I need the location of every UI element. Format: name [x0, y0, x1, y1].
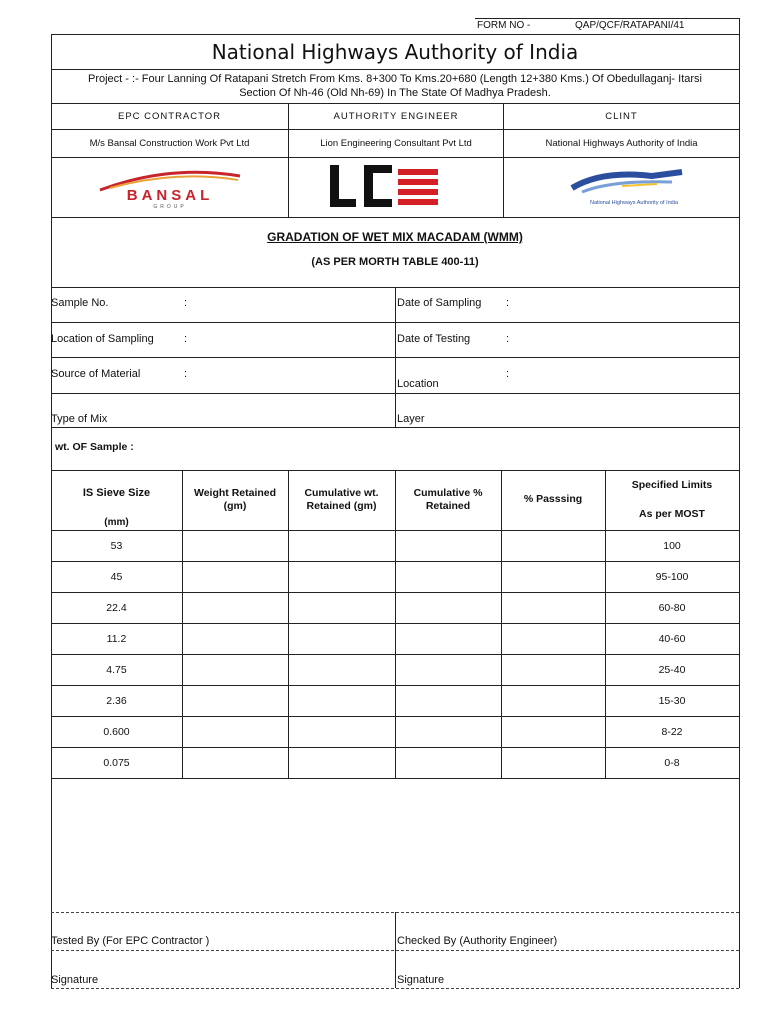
form-no-value: QAP/QCF/RATAPANI/41 [575, 20, 685, 31]
logo-rule [51, 217, 739, 218]
parties-divider-2 [503, 103, 504, 217]
col-header-weight-retained: Weight Retained (gm) [193, 487, 277, 512]
table-row-rule [51, 747, 739, 748]
nhai-logo-caption: National Highways Authority of India [589, 200, 679, 206]
col-divider-3 [395, 470, 396, 779]
col-header-limits-sub: As per MOST [639, 508, 705, 520]
table-bottom-rule [51, 778, 739, 779]
top-border [51, 34, 739, 35]
field-rule-1 [51, 322, 739, 323]
sieve-size-cell: 22.4 [106, 601, 127, 614]
sieve-size-cell: 0.600 [103, 725, 130, 738]
project-line-1: Project - :- Four Lanning Of Ratapani Stretch From Kms. 8+300 To Kms.20+680 (Length 12+380 Kms.) Of Obedullaganj- Itarsi [88, 73, 702, 85]
project-rule [51, 103, 739, 104]
table-row-rule [51, 623, 739, 624]
title-rule [51, 69, 739, 70]
sample-no-colon: : [184, 297, 188, 309]
location-label: Location [397, 378, 439, 390]
spec-limit-cell: 60-80 [658, 601, 686, 614]
client-header: CLINT [605, 110, 638, 122]
type-mix-label: Type of Mix [51, 413, 108, 425]
spec-limit-cell: 25-40 [658, 663, 686, 676]
table-row-rule [51, 685, 739, 686]
source-material-label: Source of Material [51, 368, 141, 380]
date-testing-colon: : [506, 333, 510, 345]
date-sampling-colon: : [506, 297, 510, 309]
col-divider-2 [288, 470, 289, 779]
wt-sample-label: wt. OF Sample : [55, 441, 134, 453]
signature-left-label: Signature [51, 974, 99, 986]
location-sampling-colon: : [184, 333, 188, 345]
project-line-2: Section Of Nh-46 (Old Nh-69) In The State Of Madhya Pradesh. [239, 87, 551, 99]
sieve-size-cell: 4.75 [106, 663, 127, 676]
page-title: National Highways Authority of India [211, 40, 579, 64]
bansal-logo-sub: GROUP [153, 204, 187, 210]
date-sampling-label: Date of Sampling [397, 297, 482, 309]
col-header-limits: Specified Limits [631, 479, 713, 491]
location-sampling-label: Location of Sampling [51, 333, 154, 345]
bansal-logo [90, 162, 250, 210]
footer-dashed-rule-3 [51, 988, 739, 989]
col-header-cumulative-wt: Cumulative wt. Retained (gm) [304, 487, 379, 512]
outer-right-border [739, 18, 740, 988]
ae-name: Lion Engineering Consultant Pvt Ltd [320, 137, 472, 149]
table-row-rule [51, 592, 739, 593]
col-header-sieve: IS Sieve Size [82, 487, 151, 499]
tested-by-label: Tested By (For EPC Contractor ) [51, 935, 210, 947]
form-no-rule [475, 18, 739, 19]
sieve-size-cell: 11.2 [106, 632, 127, 645]
col-divider-4 [501, 470, 502, 779]
sample-no-label: Sample No. [51, 297, 109, 309]
epc-header: EPC CONTRACTOR [117, 110, 222, 122]
table-row-rule [51, 716, 739, 717]
sieve-size-cell: 45 [110, 570, 123, 583]
parties-name-rule [51, 157, 739, 158]
outer-left-border [51, 34, 52, 988]
col-header-passing: % Passsing [523, 493, 583, 505]
col-header-sieve-unit: (mm) [104, 516, 129, 528]
epc-name: M/s Bansal Construction Work Pvt Ltd [89, 137, 250, 149]
spec-limit-cell: 8-22 [661, 725, 683, 738]
nhai-logo [562, 166, 702, 208]
field-rule-2 [51, 357, 739, 358]
col-divider-1 [182, 470, 183, 779]
spec-limit-cell: 95-100 [655, 570, 689, 583]
field-rule-4 [51, 427, 739, 428]
col-header-cumulative-pct: Cumulative % Retained [413, 487, 483, 512]
spec-limit-cell: 15-30 [658, 694, 686, 707]
spec-limit-cell: 0-8 [664, 756, 680, 769]
checked-by-label: Checked By (Authority Engineer) [397, 935, 558, 947]
ae-header: AUTHORITY ENGINEER [333, 110, 459, 122]
footer-dashed-rule-2 [51, 950, 739, 951]
signature-right-label: Signature [397, 974, 445, 986]
parties-divider-1 [288, 103, 289, 217]
location-colon: : [506, 368, 510, 380]
sieve-size-cell: 2.36 [106, 694, 127, 707]
field-rule-3 [51, 393, 739, 394]
form-no-label: FORM NO - [477, 20, 531, 31]
lce-logo [328, 163, 443, 209]
table-row-rule [51, 561, 739, 562]
date-testing-label: Date of Testing [397, 333, 471, 345]
sieve-size-cell: 0.075 [103, 756, 130, 769]
spec-limit-cell: 40-60 [658, 632, 686, 645]
layer-label: Layer [397, 413, 425, 425]
source-material-colon: : [184, 368, 188, 380]
table-row-rule [51, 654, 739, 655]
sieve-size-cell: 53 [110, 539, 123, 552]
sheet-heading: GRADATION OF WET MIX MACADAM (WMM) [267, 230, 523, 244]
parties-header-rule [51, 129, 739, 130]
client-name: National Highways Authority of India [545, 137, 698, 149]
bansal-logo-text: BANSAL [126, 187, 214, 204]
sheet-subheading: (AS PER MORTH TABLE 400-11) [311, 256, 479, 268]
spec-limit-cell: 100 [663, 539, 681, 552]
